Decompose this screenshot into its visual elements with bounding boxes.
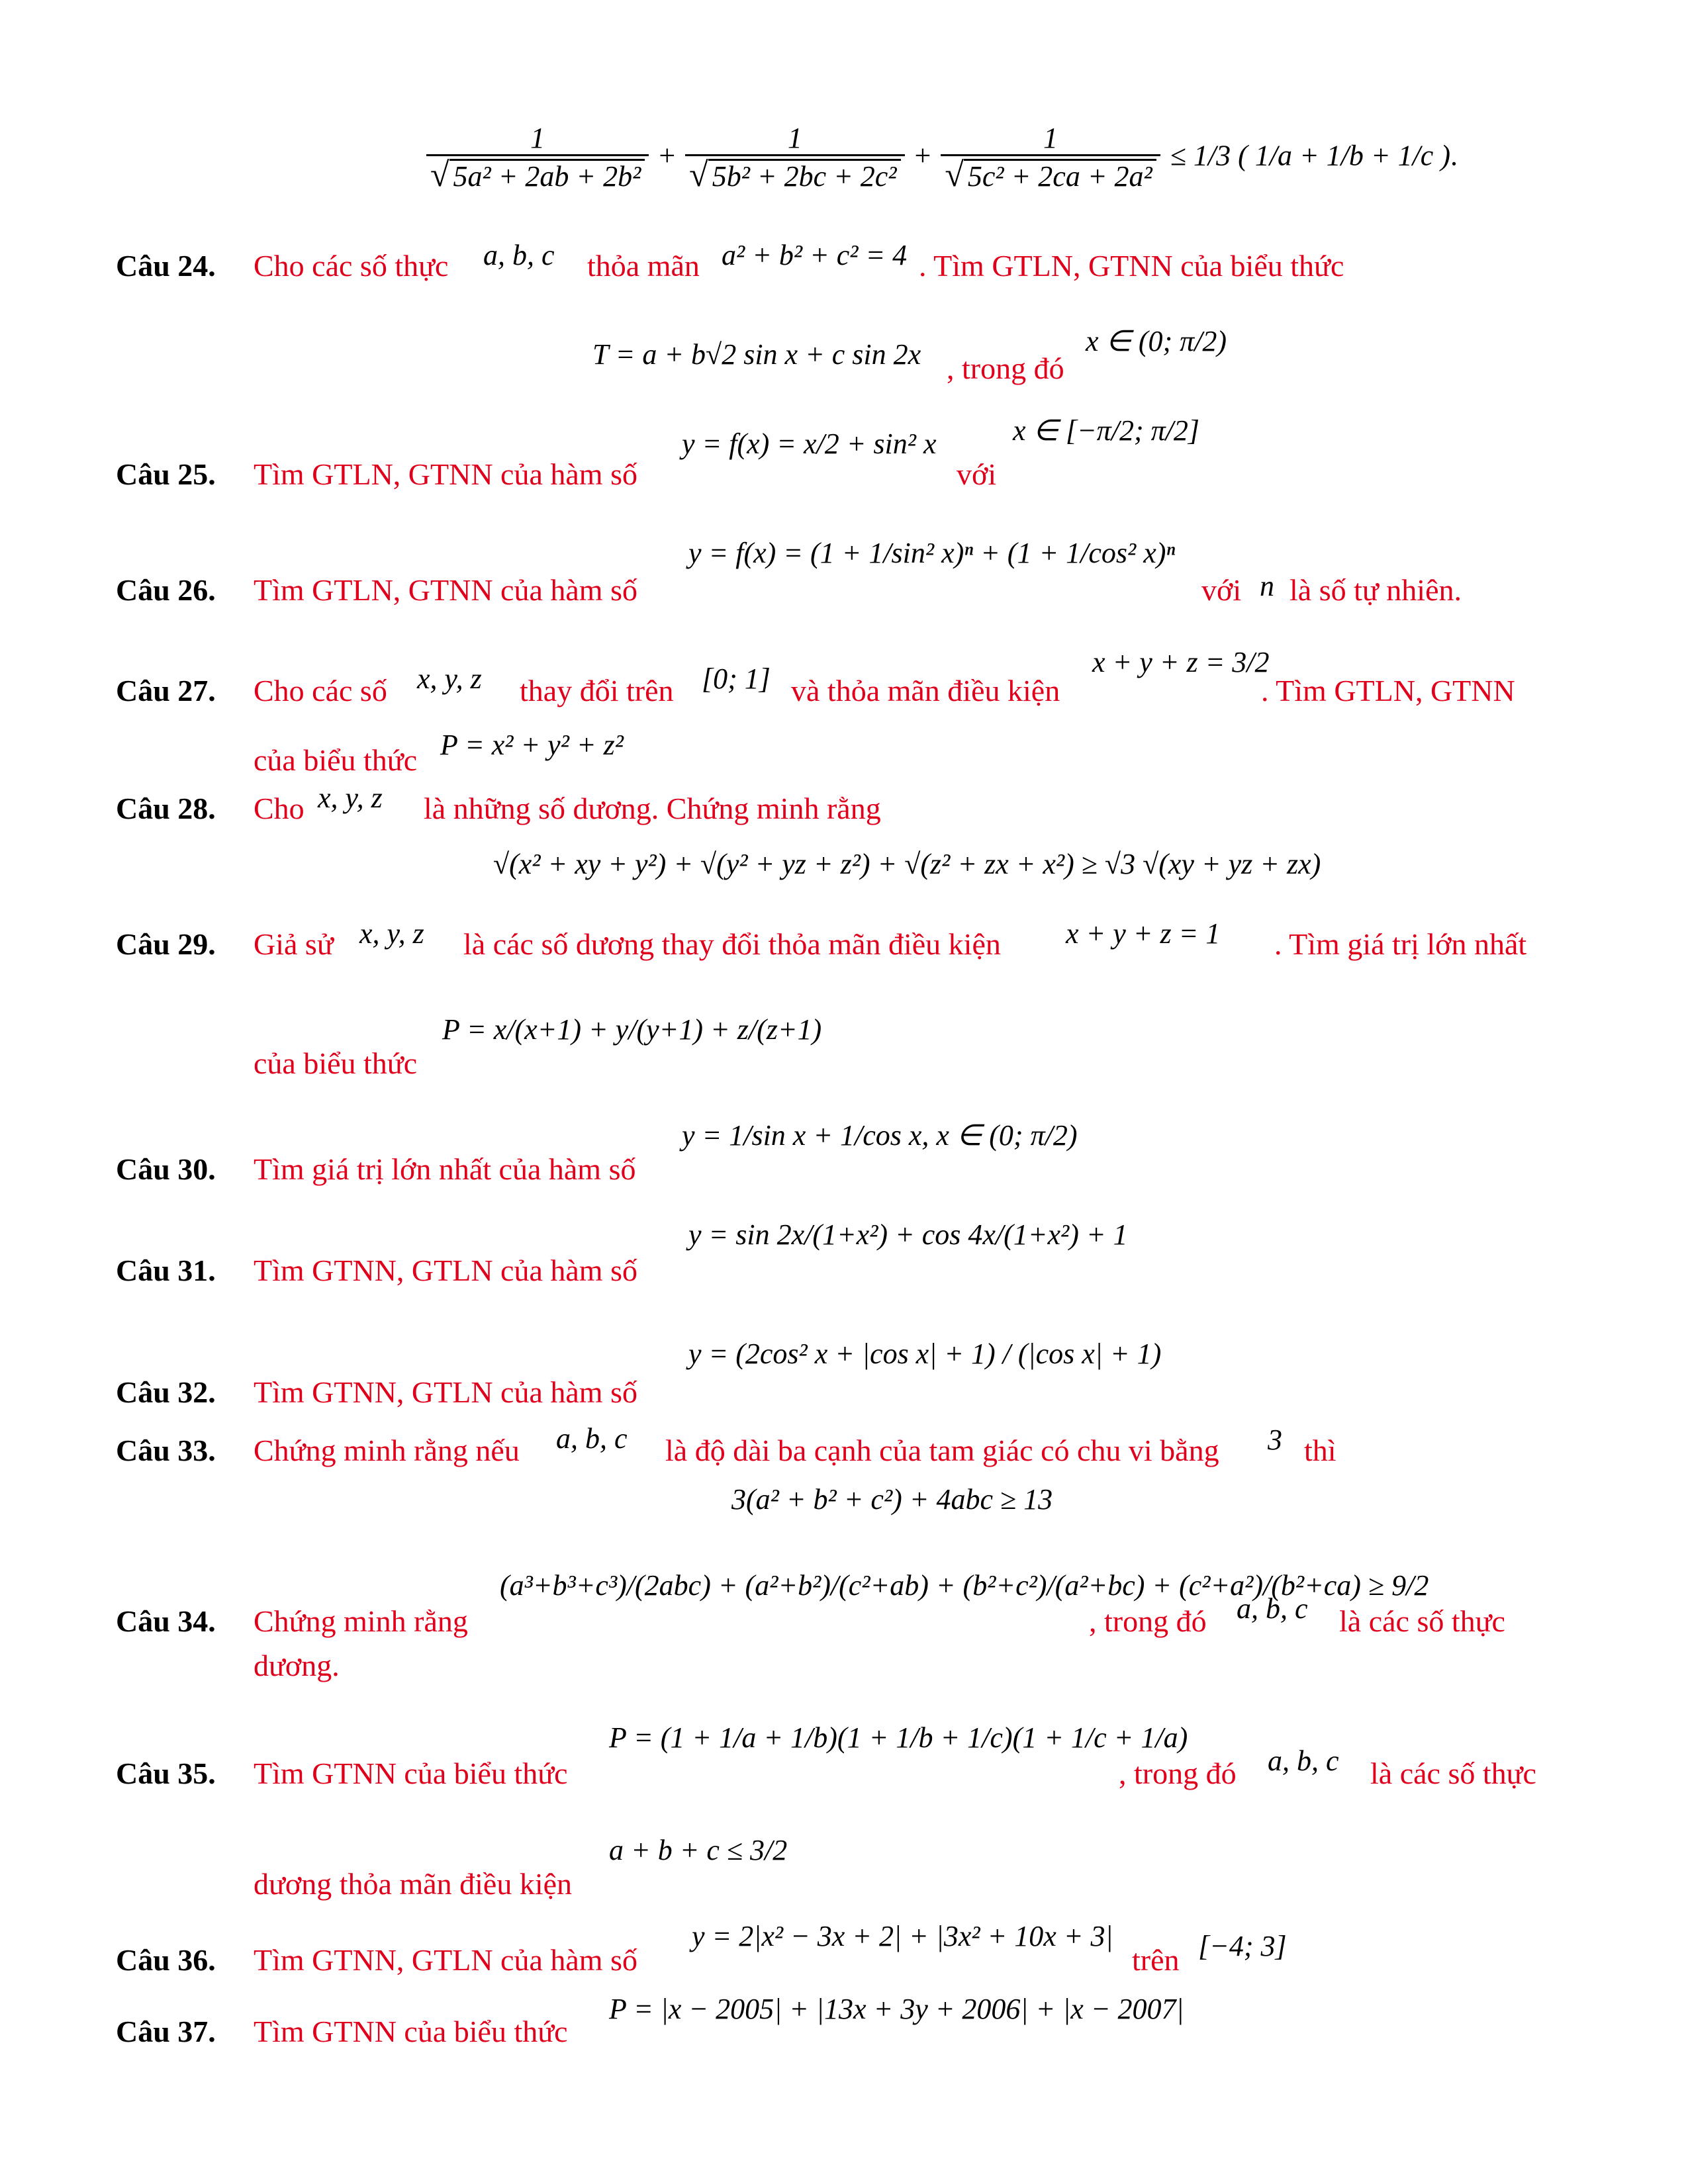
problem-text: Tìm GTNN của biểu thức xyxy=(254,1756,568,1790)
problem-math: x + y + z = 3/2 xyxy=(1092,646,1270,678)
problem-text: dương. xyxy=(254,1649,340,1682)
problem-text: là những số dương. Chứng minh rằng xyxy=(424,792,881,825)
problem-math: 3 xyxy=(1268,1424,1282,1456)
problem-label-34: Câu 34. xyxy=(116,1604,216,1638)
problem-text: thay đổi trên xyxy=(520,674,674,707)
top-formula: $\frac{1}{\text{√ 5a² + 2ab + 2b²}}$ + $\frac{1}{\text{√ 5b² + 2bc + 2c²}}$ + $\frac{1}{\text{√ 5c² + 2ca + 2a²}}$ ≤ 1/3 ( 1/a + 1/b + 1/c ). xyxy=(424,122,1458,195)
problem-text: của biểu thức xyxy=(254,743,418,777)
problem-math: y = sin 2x/(1+x²) + cos 4x/(1+x²) + 1 xyxy=(688,1218,1128,1251)
problem-label-26: Câu 26. xyxy=(116,573,216,607)
formula-part: 1 xyxy=(941,122,1160,156)
problem-text: và thỏa mãn điều kiện xyxy=(791,674,1060,707)
problem-text: với xyxy=(1201,573,1242,607)
problem-math: a² + b² + c² = 4 xyxy=(722,239,908,271)
problem-text: Tìm GTLN, GTNN của hàm số xyxy=(254,457,637,491)
problem-math: [−4; 3] xyxy=(1198,1930,1287,1962)
problem-label-31: Câu 31. xyxy=(116,1253,216,1287)
problem-text: Tìm giá trị lớn nhất của hàm số xyxy=(254,1152,636,1186)
problem-text: là độ dài ba cạnh của tam giác có chu vi bằng xyxy=(665,1433,1219,1467)
problem-text: là số tự nhiên. xyxy=(1289,573,1462,607)
problem-text: với xyxy=(957,457,997,491)
problem-text: thì xyxy=(1304,1433,1336,1467)
problem-math: y = f(x) = (1 + 1/sin² x)ⁿ + (1 + 1/cos² x)ⁿ xyxy=(688,537,1176,569)
problem-label-37: Câu 37. xyxy=(116,2015,216,2048)
formula-part: 1 xyxy=(426,122,649,156)
problem-label-32: Câu 32. xyxy=(116,1375,216,1409)
problem-text: thỏa mãn xyxy=(587,249,700,283)
top-frac-3: $\frac{1}{\text{√ 5c² + 2ca + 2a²}}$ xyxy=(941,122,1160,195)
top-frac-1: $\frac{1}{\text{√ 5a² + 2ab + 2b²}}$ xyxy=(426,122,649,195)
problem-label-33: Câu 33. xyxy=(116,1433,216,1467)
formula-part: ≤ 1/3 ( 1/a + 1/b + 1/c ) xyxy=(1170,139,1450,172)
problem-label-27: Câu 27. xyxy=(116,674,216,707)
problem-text: . Tìm GTLN, GTNN của biểu thức xyxy=(919,249,1344,283)
problem-label-36: Câu 36. xyxy=(116,1943,216,1977)
problem-math: y = 2|x² − 3x + 2| + |3x² + 10x + 3| xyxy=(692,1920,1113,1952)
problem-math: P = x/(x+1) + y/(y+1) + z/(z+1) xyxy=(442,1013,822,1046)
problem-text: là các số thực xyxy=(1339,1604,1505,1638)
problem-math: [0; 1] xyxy=(702,662,771,695)
problem-label-35: Câu 35. xyxy=(116,1756,216,1790)
problem-text: Cho các số xyxy=(254,674,387,707)
problem-text: . Tìm giá trị lớn nhất xyxy=(1274,927,1527,961)
problem-label-29: Câu 29. xyxy=(116,927,216,961)
problem-text: Tìm GTNN, GTLN của hàm số xyxy=(254,1253,637,1287)
problem-text: Tìm GTNN của biểu thức xyxy=(254,2015,568,2048)
formula-part: 5a² + 2ab + 2b² xyxy=(449,159,645,193)
problem-math: a, b, c xyxy=(483,239,555,271)
problem-label-28: Câu 28. xyxy=(116,792,216,825)
problem-math: y = (2cos² x + |cos x| + 1) / (|cos x| + 1) xyxy=(688,1338,1162,1370)
problem-text: Chứng minh rằng xyxy=(254,1604,468,1638)
problem-math: √(x² + xy + y²) + √(y² + yz + z²) + √(z² + zx + x²) ≥ √3 √(xy + yz + zx) xyxy=(493,848,1321,880)
problem-text: , trong đó xyxy=(1089,1604,1207,1638)
problem-text: là các số dương thay đổi thỏa mãn điều kiện xyxy=(463,927,1001,961)
problem-text: Tìm GTLN, GTNN của hàm số xyxy=(254,573,637,607)
problem-math: a, b, c xyxy=(556,1422,628,1455)
problem-label-24: Câu 24. xyxy=(116,249,216,283)
problem-math: x ∈ (0; π/2) xyxy=(1086,325,1227,357)
problem-text: . Tìm GTLN, GTNN xyxy=(1261,674,1515,707)
problem-text: dương thỏa mãn điều kiện xyxy=(254,1867,573,1901)
formula-part: 5c² + 2ca + 2a² xyxy=(964,159,1156,193)
problem-text: là các số thực xyxy=(1370,1756,1536,1790)
problem-math: n xyxy=(1260,570,1274,602)
problem-text: Giả sử xyxy=(254,927,334,961)
problem-math: P = x² + y² + z² xyxy=(440,729,624,761)
problem-math: x ∈ [−π/2; π/2] xyxy=(1013,414,1199,447)
problem-label-25: Câu 25. xyxy=(116,457,216,491)
problem-math: P = |x − 2005| + |13x + 3y + 2006| + |x − 2007| xyxy=(609,1993,1184,2025)
problem-math: x, y, z xyxy=(417,662,482,695)
problem-math: x, y, z xyxy=(318,782,383,814)
problem-text: , trong đó xyxy=(1119,1756,1237,1790)
problem-math: (a³+b³+c³)/(2abc) + (a²+b²)/(c²+ab) + (b²+c²)/(a²+bc) + (c²+a²)/(b²+ca) ≥ 9/2 xyxy=(500,1569,1429,1602)
problem-text: Cho xyxy=(254,792,305,825)
problem-text: của biểu thức xyxy=(254,1046,418,1080)
problem-math: a, b, c xyxy=(1268,1745,1339,1777)
problem-math: a + b + c ≤ 3/2 xyxy=(609,1834,788,1866)
problem-text: , trong đó xyxy=(947,351,1064,385)
problem-math: x + y + z = 1 xyxy=(1066,917,1221,950)
problem-text: Tìm GTNN, GTLN của hàm số xyxy=(254,1375,637,1409)
problem-text: Chứng minh rằng nếu xyxy=(254,1433,520,1467)
problem-math: y = f(x) = x/2 + sin² x xyxy=(682,428,937,460)
problem-text: Tìm GTNN, GTLN của hàm số xyxy=(254,1943,637,1977)
problem-text: trên xyxy=(1132,1943,1180,1977)
problem-math: P = (1 + 1/a + 1/b)(1 + 1/b + 1/c)(1 + 1/c + 1/a) xyxy=(609,1721,1188,1754)
problem-math: 3(a² + b² + c²) + 4abc ≥ 13 xyxy=(731,1483,1053,1516)
formula-part: 5b² + 2bc + 2c² xyxy=(708,159,901,193)
problem-math: T = a + b√2 sin x + c sin 2x xyxy=(592,338,921,371)
problem-math: x, y, z xyxy=(359,917,424,950)
problem-label-30: Câu 30. xyxy=(116,1152,216,1186)
problem-math: a, b, c xyxy=(1237,1592,1308,1625)
formula-part: 1 xyxy=(685,122,904,156)
top-frac-2: $\frac{1}{\text{√ 5b² + 2bc + 2c²}}$ xyxy=(685,122,904,195)
problem-math: y = 1/sin x + 1/cos x, x ∈ (0; π/2) xyxy=(682,1119,1078,1152)
problem-text: Cho các số thực xyxy=(254,249,449,283)
